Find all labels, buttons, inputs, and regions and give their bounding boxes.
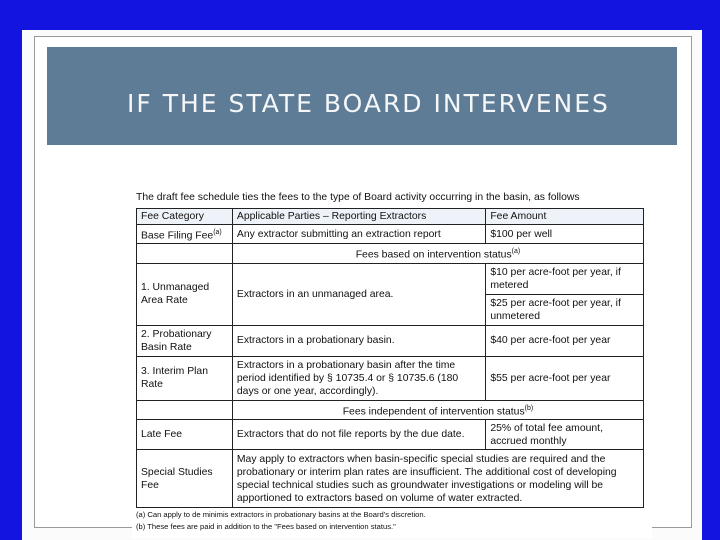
unmanaged-amount-unmetered: $25 per acre-foot per year, if unmetered [486,294,644,325]
interim-amount: $55 per acre-foot per year [486,356,644,400]
slide-title: IF THE STATE BOARD INTERVENES [127,89,610,118]
footnote-a: (a) Can apply to de minimis extractors in probationary basins at the Board's discretion. [136,510,426,519]
table-row [137,420,644,450]
section-independent-note: (b) [524,404,534,412]
header-applicable-parties: Applicable Parties – Reporting Extractors [232,209,485,225]
unmanaged-amount-metered: $10 per acre-foot per year, if metered [486,263,644,294]
special-studies-description: May apply to extractors when basin-specific special studies are required and the probationary or interim plan rates are insufficient. The additional cost of developing special technical studies such as groundwater investigations or modeling will be apportioned to extractors based on volume of water extracted. [232,450,643,508]
base-fee-amount: $100 per well [486,225,644,244]
base-fee-category: Base Filing Fee$^{(a)}$ [137,225,233,244]
probationary-amount: $40 per acre-foot per year [486,325,644,356]
slide [22,30,702,540]
intro-text: The draft fee schedule ties the fees to the type of Board activity occurring in the basin, as follows [136,192,580,203]
title-banner [47,47,677,145]
header-fee-amount: Fee Amount [486,209,644,225]
table-header-row [137,209,644,225]
probationary-parties: Extractors in a probationary basin. [232,325,485,356]
table-row [137,356,644,400]
base-fee-note: (a) [213,229,222,236]
unmanaged-category: 1. Unmanaged Area Rate [137,263,233,325]
fee-schedule-table [136,208,644,508]
section-row [137,400,644,419]
section-independent-status: Fees independent of intervention status$^{(b)}$ [232,400,643,419]
table-row [137,450,644,508]
section-intervention-status: Fees based on intervention status$^{(a)}$ [232,244,643,263]
section-row [137,244,644,263]
section-intervention-note: (a) [511,248,521,256]
interim-parties: Extractors in a probationary basin after the time period identified by § 10735.4 or § 10735.6 (180 days or one year, accordingly). [232,356,485,400]
special-studies-category: Special Studies Fee [137,450,233,508]
header-fee-category: Fee Category [137,209,233,225]
interim-category: 3. Interim Plan Rate [137,356,233,400]
late-fee-amount: 25% of total fee amount, accrued monthly [486,420,644,450]
unmanaged-parties: Extractors in an unmanaged area. [232,263,485,325]
fee-schedule-document [132,190,652,538]
late-fee-category: Late Fee [137,420,233,450]
table-row [137,225,644,244]
table-row [137,325,644,356]
footnote-b: (b) These fees are paid in addition to the "Fees based on intervention status." [136,522,396,531]
table-row [137,263,644,294]
late-fee-parties: Extractors that do not file reports by the due date. [232,420,485,450]
probationary-category: 2. Probationary Basin Rate [137,325,233,356]
base-fee-parties: Any extractor submitting an extraction report [232,225,485,244]
